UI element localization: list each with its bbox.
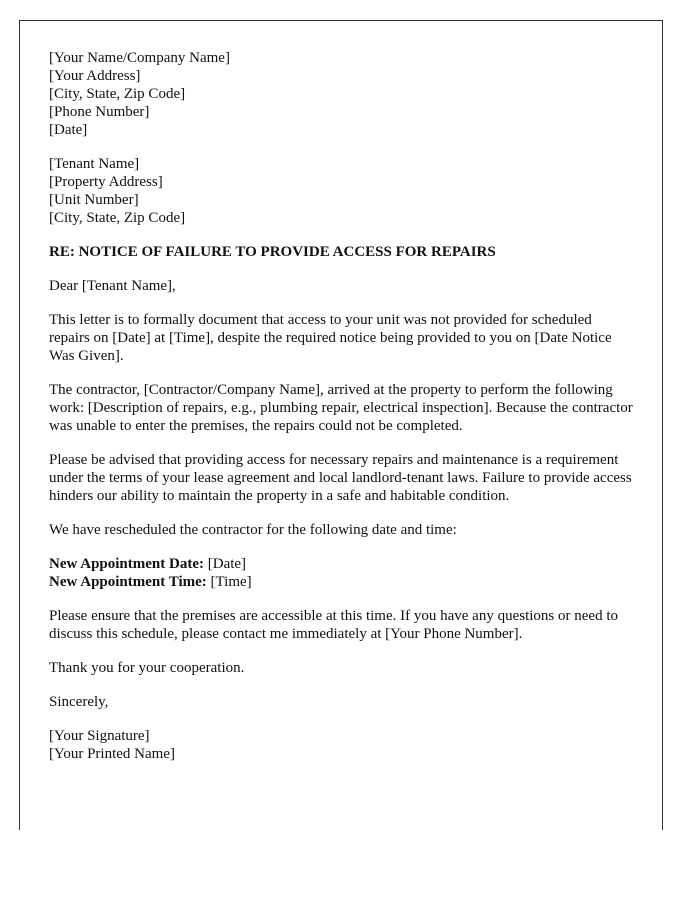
appointment-date-label: New Appointment Date: [49, 556, 204, 572]
printed-name: [Your Printed Name] [49, 746, 175, 762]
signoff: Sincerely, [49, 694, 109, 710]
appointment-date [49, 555, 634, 573]
sender-name: [Your Name/Company Name] [49, 50, 230, 66]
appointment-date-value: [Date] [204, 556, 247, 572]
property-address: [Property Address] [49, 174, 163, 190]
sender-phone: [Phone Number] [49, 104, 150, 120]
paragraph-2: The contractor, [Contractor/Company Name], arrived at the property to perform the following work: [Description of repairs, e.g., plumbing repair, electrical inspection]. Because the contractor was unable to enter the premises, the repairs could not be completed. [49, 382, 633, 434]
appointment-time-label: New Appointment Time: [49, 574, 207, 590]
closing-paragraph-2: Thank you for your cooperation. [49, 660, 245, 676]
tenant-name: [Tenant Name] [49, 156, 140, 172]
sender-address: [Your Address] [49, 68, 141, 84]
paragraph-4: We have rescheduled the contractor for the following date and time: [49, 522, 457, 538]
closing-paragraph-1: Please ensure that the premises are accessible at this time. If you have any questions or need to discuss this schedule, please contact me immediately at [Your Phone Number]. [49, 608, 618, 642]
letter-page [19, 20, 663, 830]
paragraph-1: This letter is to formally document that access to your unit was not provided for scheduled repairs on [Date] at [Time], despite the required notice being provided to you on [Date Notice Was Given]. [49, 312, 612, 364]
paragraph-3: Please be advised that providing access for necessary repairs and maintenance is a requirement under the terms of your lease agreement and local landlord-tenant laws. Failure to provide access hinders our ability to maintain the property in a safe and habitable condition. [49, 452, 632, 504]
letter-date: [Date] [49, 122, 88, 138]
appointment-time [49, 573, 634, 591]
unit-number: [Unit Number] [49, 192, 139, 208]
letter-body [49, 49, 634, 763]
appointment-block [49, 555, 634, 591]
appointment-time-value: [Time] [206, 574, 252, 590]
sender-city: [City, State, Zip Code] [49, 86, 186, 102]
subject-text: RE: NOTICE OF FAILURE TO PROVIDE ACCESS FOR REPAIRS [49, 244, 496, 260]
subject-line [49, 243, 634, 261]
recipient-city: [City, State, Zip Code] [49, 210, 186, 226]
salutation: Dear [Tenant Name], [49, 278, 176, 294]
signature: [Your Signature] [49, 728, 150, 744]
recipient-block [49, 155, 634, 227]
sender-block [49, 49, 634, 139]
signature-block [49, 727, 634, 763]
